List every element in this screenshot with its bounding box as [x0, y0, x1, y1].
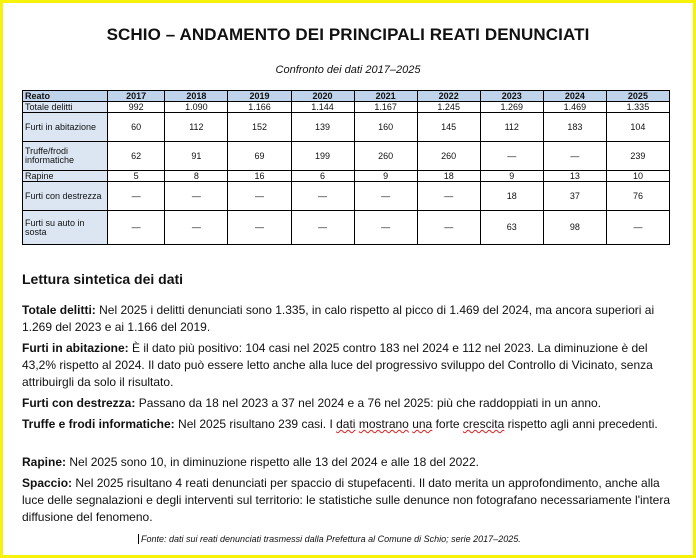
table-cell: 76 [606, 182, 669, 211]
row-label: Furti su auto in sosta [23, 211, 108, 245]
table-cell: — [291, 211, 354, 245]
spellcheck-word: crescita [462, 417, 505, 431]
paragraph-text: rispetto agli anni precedenti. [504, 417, 658, 431]
table-header-row [23, 91, 670, 102]
table-cell: 18 [480, 182, 543, 211]
table-cell: 260 [354, 142, 417, 171]
row-label: Furti con destrezza [23, 182, 108, 211]
table-cell: 91 [165, 142, 228, 171]
table-cell: 1.335 [606, 102, 669, 113]
row-label: Totale delitti [23, 102, 108, 113]
paragraph-text: È il dato più positivo: 104 casi nel 2025 contro 183 nel 2024 e 112 nel 2023. La diminuzione è del 43,2% rispetto al 2024. Il dato può essere letto anche alla luce del progressivo sviluppo del Controllo di Vicinato, senza attribuirgli da solo il risultato. [22, 341, 653, 389]
table-row [23, 102, 670, 113]
table-cell: — [606, 211, 669, 245]
table-cell: 1.469 [543, 102, 606, 113]
table-row [23, 113, 670, 142]
table-cell: 18 [417, 171, 480, 182]
header-cell: 2020 [291, 91, 354, 102]
paragraph-rapine [22, 454, 684, 471]
table-row [23, 171, 670, 182]
source-note: Fonte: dati sui reati denunciati trasmessi dalla Prefettura al Comune di Schio; serie 2017–2025. [138, 534, 521, 544]
header-cell: 2018 [165, 91, 228, 102]
table-cell: 37 [543, 182, 606, 211]
table-cell: — [165, 182, 228, 211]
table-cell: — [480, 142, 543, 171]
header-cell: 2023 [480, 91, 543, 102]
section-title: Lettura sintetica dei dati [22, 271, 184, 287]
table-cell: 9 [354, 171, 417, 182]
table-cell: — [291, 182, 354, 211]
table-row [23, 182, 670, 211]
spellcheck-word: dati [336, 417, 356, 431]
table-cell: 10 [606, 171, 669, 182]
paragraph-truffe [22, 416, 684, 433]
table-cell: 1.166 [228, 102, 291, 113]
paragraph-furti-destrezza [22, 395, 684, 412]
table-row [23, 142, 670, 171]
table-row [23, 211, 670, 245]
table-cell: 1.090 [165, 102, 228, 113]
table-cell: 16 [228, 171, 291, 182]
paragraph-lead: Rapine: [22, 455, 67, 469]
page-title: SCHIO – ANDAMENTO DEI PRINCIPALI REATI DENUNCIATI [106, 25, 590, 44]
header-cell: 2025 [606, 91, 669, 102]
header-cell: 2022 [417, 91, 480, 102]
table-cell: 160 [354, 113, 417, 142]
table-cell: 145 [417, 113, 480, 142]
table-cell: 112 [165, 113, 228, 142]
table-cell: 1.245 [417, 102, 480, 113]
table-cell: 6 [291, 171, 354, 182]
table-cell: — [228, 182, 291, 211]
table-cell: 62 [108, 142, 165, 171]
table-cell: 9 [480, 171, 543, 182]
table-cell: 60 [108, 113, 165, 142]
table-cell: 1.269 [480, 102, 543, 113]
table-cell: — [354, 182, 417, 211]
table-cell: 1.167 [354, 102, 417, 113]
table-cell: — [108, 182, 165, 211]
paragraph-totale-delitti [22, 302, 684, 336]
table-cell: — [543, 142, 606, 171]
table-cell: 63 [480, 211, 543, 245]
table-cell: 139 [291, 113, 354, 142]
paragraph-text: Nel 2025 risultano 4 reati denunciati per spaccio di stupefacenti. Il dato merita un approfondimento, anche alla luce delle segnalazioni e degli interventi sul territorio: le statistiche sulle denunce non fotografano necessariamente l'intera diffusione del fenomeno. [22, 476, 671, 524]
paragraph-lead: Truffe e frodi informatiche: [22, 417, 175, 431]
header-cell: 2021 [354, 91, 417, 102]
table-cell: 199 [291, 142, 354, 171]
row-label: Rapine [23, 171, 108, 182]
table-cell: 152 [228, 113, 291, 142]
page-subtitle: Confronto dei dati 2017–2025 [275, 64, 421, 76]
table-cell: 5 [108, 171, 165, 182]
table-cell: 260 [417, 142, 480, 171]
table-cell: 104 [606, 113, 669, 142]
paragraph-lead: Spaccio: [22, 476, 73, 490]
header-cell: 2019 [228, 91, 291, 102]
paragraph-text: Nel 2025 risultano 239 casi. I [174, 417, 337, 431]
table-cell: 992 [108, 102, 165, 113]
table-cell: 98 [543, 211, 606, 245]
spellcheck-word: mostrano [358, 417, 409, 431]
header-cell: Reato [23, 91, 108, 102]
paragraph-spaccio [22, 475, 684, 526]
header-cell: 2017 [108, 91, 165, 102]
row-label: Truffe/frodi informatiche [23, 142, 108, 171]
table-cell: — [417, 182, 480, 211]
table-cell: — [228, 211, 291, 245]
spellcheck-word: una [412, 417, 433, 431]
table-cell: — [354, 211, 417, 245]
table-cell: — [417, 211, 480, 245]
table-cell: 239 [606, 142, 669, 171]
paragraph-text: Passano da 18 nel 2023 a 37 nel 2024 e a 76 nel 2025: più che raddoppiati in un anno. [135, 396, 602, 410]
table-cell: 13 [543, 171, 606, 182]
table-cell: 112 [480, 113, 543, 142]
table-cell: 8 [165, 171, 228, 182]
paragraph-text: Nel 2025 i delitti denunciati sono 1.335, in calo rispetto al picco di 1.469 del 2024, ma ancora superiori ai 1.269 del 2023 e ai 1.166 del 2019. [22, 303, 655, 334]
table-cell: 69 [228, 142, 291, 171]
table-cell: — [108, 211, 165, 245]
row-label: Furti in abitazione [23, 113, 108, 142]
paragraph-lead: Furti con destrezza: [22, 396, 136, 410]
paragraph-text: forte [432, 417, 463, 431]
table-cell: — [165, 211, 228, 245]
crime-table [22, 90, 670, 245]
paragraph-furti-abitazione [22, 340, 684, 391]
header-cell: 2024 [543, 91, 606, 102]
table-cell: 183 [543, 113, 606, 142]
table-cell: 1.144 [291, 102, 354, 113]
paragraph-lead: Totale delitti: [22, 303, 96, 317]
paragraph-text: Nel 2025 sono 10, in diminuzione rispetto alle 13 del 2024 e alle 18 del 2022. [66, 455, 479, 469]
paragraph-lead: Furti in abitazione: [22, 341, 129, 355]
